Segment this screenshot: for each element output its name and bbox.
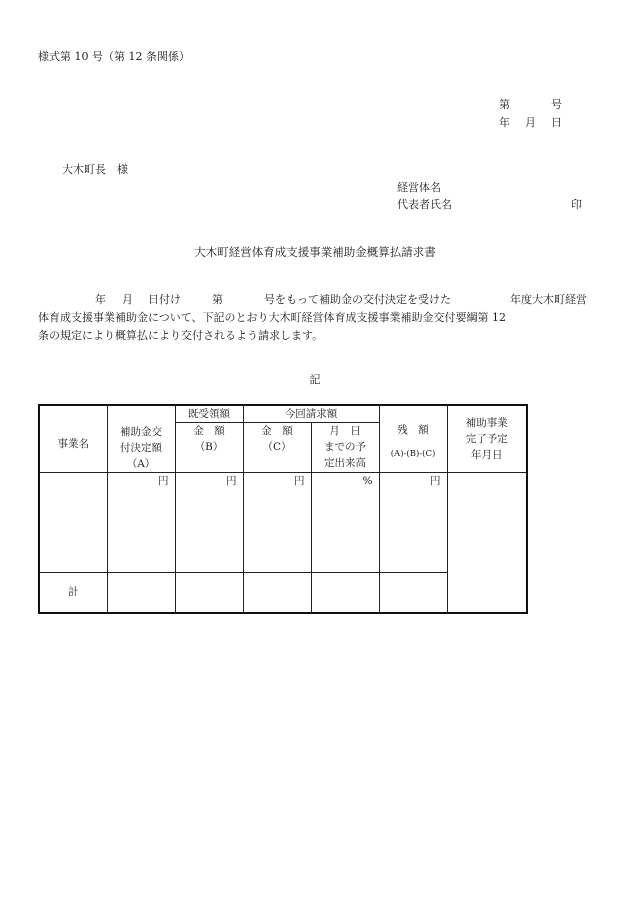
date-month: 月 bbox=[525, 116, 536, 129]
seal-mark: 印 bbox=[571, 198, 582, 211]
p-month: 月 bbox=[122, 293, 133, 306]
header-row-1 bbox=[39, 405, 527, 423]
header-remaining-l2: (A)-(B)-(C) bbox=[390, 449, 436, 459]
cell-completion bbox=[447, 473, 527, 613]
request-table bbox=[38, 404, 528, 614]
total-label: 計 bbox=[39, 573, 107, 613]
header-decided bbox=[107, 405, 175, 473]
total-request-progress bbox=[311, 573, 379, 613]
doc-no-dai: 第 bbox=[499, 98, 510, 111]
header-remaining-l1: 残 額 bbox=[397, 424, 429, 436]
header-request-progress-l3: 定出来高 bbox=[324, 457, 366, 469]
header-request-amount bbox=[243, 423, 311, 473]
header-completion bbox=[447, 405, 527, 473]
data-row bbox=[39, 473, 527, 573]
p-fiscal-year: 年度大木町経営 bbox=[510, 293, 587, 306]
total-request-amount bbox=[243, 573, 311, 613]
total-remaining bbox=[379, 573, 447, 613]
header-project bbox=[39, 405, 107, 473]
p-dai: 第 bbox=[212, 293, 223, 306]
doc-no-go: 号 bbox=[551, 98, 562, 111]
header-request-progress bbox=[311, 423, 379, 473]
ki-heading: 記 bbox=[309, 373, 321, 386]
header-remaining bbox=[379, 405, 447, 473]
header-decided-l1: 補助金交 bbox=[120, 426, 162, 438]
p-go-text: 号をもって補助金の交付決定を受けた bbox=[264, 293, 451, 306]
p-year: 年 bbox=[95, 293, 106, 306]
cell-remaining: 円 bbox=[379, 473, 447, 573]
request-paragraph bbox=[38, 291, 590, 345]
header-received-l1: 金 額 bbox=[193, 425, 225, 437]
entity-name-label: 経営体名 bbox=[397, 181, 441, 194]
paragraph-line-2: 体育成支援事業補助金について、下記のとおり大木町経営体育成支援事業補助金交付要綱第 12 bbox=[38, 311, 507, 324]
header-received bbox=[175, 423, 243, 473]
total-received bbox=[175, 573, 243, 613]
header-request-group: 今回請求額 bbox=[243, 405, 379, 423]
addressee: 大木町長 様 bbox=[62, 163, 128, 176]
total-decided bbox=[107, 573, 175, 613]
header-request-amount-l2: （C） bbox=[262, 441, 292, 453]
header-completion-l3: 年月日 bbox=[471, 449, 503, 461]
header-request-amount-l1: 金 額 bbox=[261, 425, 293, 437]
cell-request-amount: 円 bbox=[243, 473, 311, 573]
header-decided-l2: 付決定額 bbox=[120, 442, 162, 454]
header-request-progress-l1: 月 日 bbox=[329, 425, 361, 437]
paragraph-line-3: 条の規定により概算払により交付されるよう請求します。 bbox=[38, 329, 324, 342]
header-received-group: 既受領額 bbox=[175, 405, 243, 423]
document-title: 大木町経営体育成支援事業補助金概算払請求書 bbox=[194, 245, 436, 259]
header-completion-l2: 完了予定 bbox=[465, 433, 508, 445]
cell-request-progress: % bbox=[311, 473, 379, 573]
paragraph-line-1 bbox=[38, 291, 590, 309]
cell-decided: 円 bbox=[107, 473, 175, 573]
header-completion-l1: 補助事業 bbox=[465, 417, 508, 429]
representative-label: 代表者氏名 bbox=[397, 198, 452, 211]
cell-received: 円 bbox=[175, 473, 243, 573]
date-year: 年 bbox=[499, 116, 510, 129]
header-decided-l3: （A） bbox=[126, 458, 156, 470]
header-project-label: 事業名 bbox=[57, 438, 89, 450]
header-request-progress-l2: までの予 bbox=[324, 441, 366, 453]
header-received-l2: （B） bbox=[194, 441, 224, 453]
date-day: 日 bbox=[551, 116, 562, 129]
form-number: 様式第 10 号（第 12 条関係） bbox=[38, 50, 190, 63]
cell-project bbox=[39, 473, 107, 573]
p-day: 日付け bbox=[148, 293, 181, 306]
